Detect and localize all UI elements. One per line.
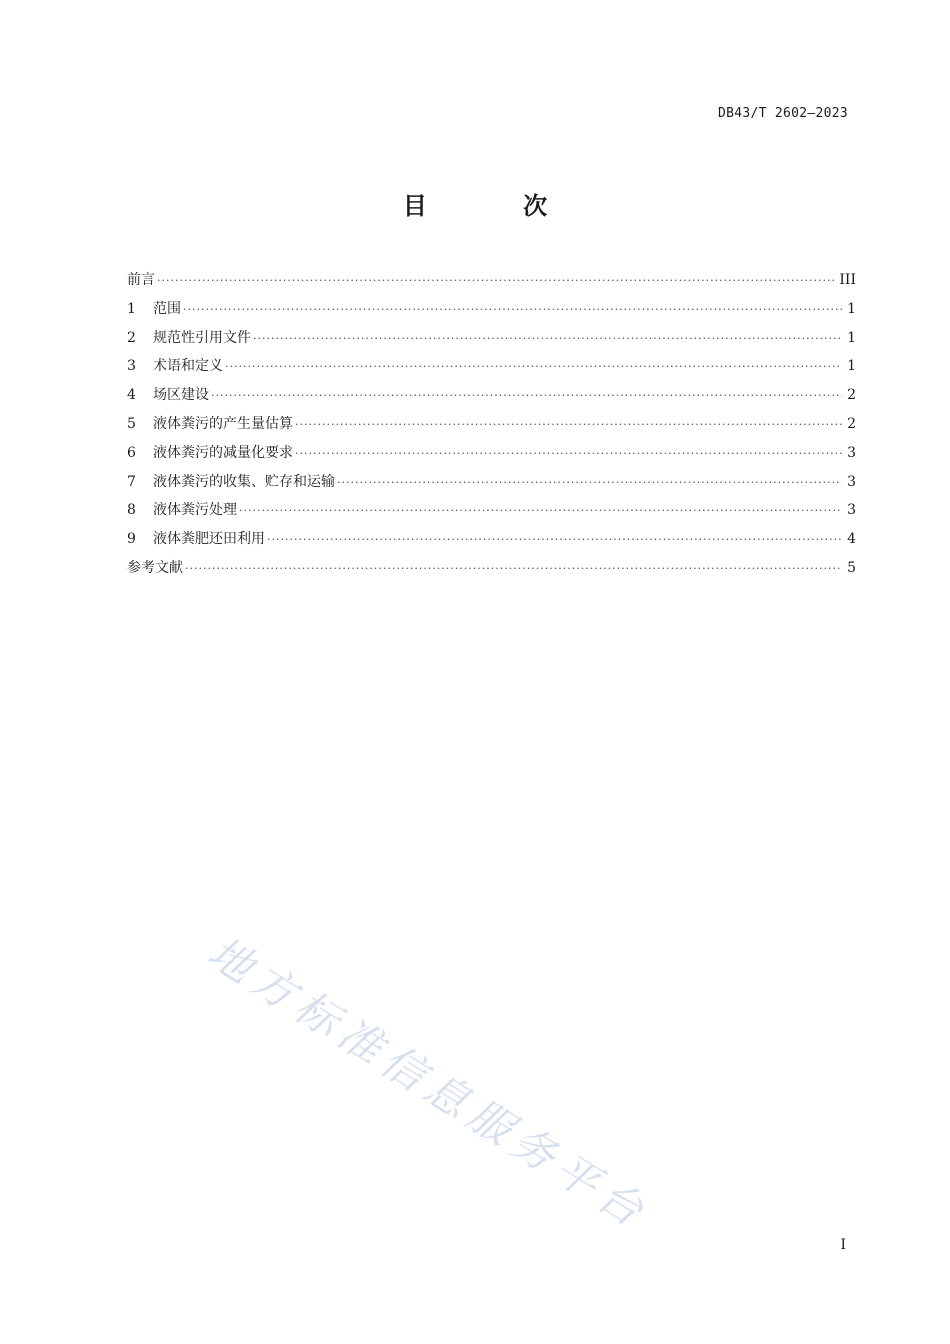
toc-dot-leader: [253, 325, 842, 354]
toc-entry-terms[interactable]: [127, 352, 856, 381]
page-number: I: [840, 1237, 846, 1253]
toc-entry-label: 液体粪肥还田利用: [153, 531, 265, 548]
toc-entry-page: 3: [847, 502, 856, 519]
toc-entry-page: 1: [847, 300, 856, 317]
toc-entry-number: 1: [127, 300, 136, 317]
toc-dot-leader: [239, 497, 842, 526]
toc-entry-page: 3: [847, 444, 856, 461]
toc-entry-label: 液体粪污的减量化要求: [153, 444, 293, 461]
toc-entry-label: 规范性引用文件: [153, 329, 251, 346]
toc-entry-number: 3: [127, 358, 136, 375]
toc-entry-site-construction[interactable]: [127, 381, 856, 410]
toc-dot-leader: [185, 555, 842, 584]
toc-entry-page: 3: [847, 473, 856, 490]
toc-entry-page: 4: [847, 531, 856, 548]
toc-entry-label: 液体粪污的产生量估算: [153, 415, 293, 432]
toc-dot-leader: [295, 440, 842, 469]
toc-dot-leader: [183, 296, 842, 325]
toc-entry-page: 2: [847, 415, 856, 432]
toc-entry-label: 术语和定义: [153, 358, 223, 375]
toc-dot-leader: [267, 526, 842, 555]
toc-entry-number: 5: [127, 415, 136, 432]
toc-dot-leader: [225, 353, 842, 382]
toc-title: 目 次: [402, 192, 592, 220]
toc-entry-label: 前言: [127, 272, 155, 288]
watermark: 地方标准信息服务平台: [198, 927, 658, 1241]
toc-entry-field-application[interactable]: [127, 525, 856, 554]
toc-entry-page: 1: [847, 358, 856, 375]
toc-dot-leader: [211, 382, 842, 411]
toc-entry-page: 1: [847, 329, 856, 346]
toc-entry-number: 9: [127, 531, 136, 548]
toc-entry-number: 2: [127, 329, 136, 346]
toc-entry-collection-storage-transport[interactable]: [127, 468, 856, 497]
toc-entry-label: 参考文献: [127, 559, 183, 576]
document-code: DB43/T 2602—2023: [717, 106, 848, 121]
toc-entry-label: 液体粪污处理: [153, 502, 237, 519]
toc-entry-label: 场区建设: [153, 387, 209, 404]
toc-list: [127, 266, 856, 583]
toc-entry-normative-references[interactable]: [127, 324, 856, 353]
toc-entry-bibliography[interactable]: [127, 554, 856, 583]
toc-entry-label: 范围: [153, 300, 181, 317]
toc-entry-number: 7: [127, 473, 136, 490]
toc-entry-page: III: [839, 272, 856, 288]
toc-dot-leader: [157, 267, 835, 296]
toc-entry-number: 4: [127, 387, 136, 404]
toc-entry-number: 6: [127, 444, 136, 461]
toc-entry-label: 液体粪污的收集、贮存和运输: [153, 473, 335, 490]
toc-entry-page: 5: [847, 559, 856, 576]
toc-entry-treatment[interactable]: [127, 496, 856, 525]
toc-entry-foreword[interactable]: [127, 266, 856, 295]
toc-entry-reduction-requirements[interactable]: [127, 439, 856, 468]
toc-dot-leader: [337, 469, 842, 498]
toc-dot-leader: [295, 411, 842, 440]
toc-entry-production-estimate[interactable]: [127, 410, 856, 439]
toc-entry-number: 8: [127, 502, 136, 519]
toc-entry-page: 2: [847, 387, 856, 404]
toc-entry-scope[interactable]: [127, 295, 856, 324]
